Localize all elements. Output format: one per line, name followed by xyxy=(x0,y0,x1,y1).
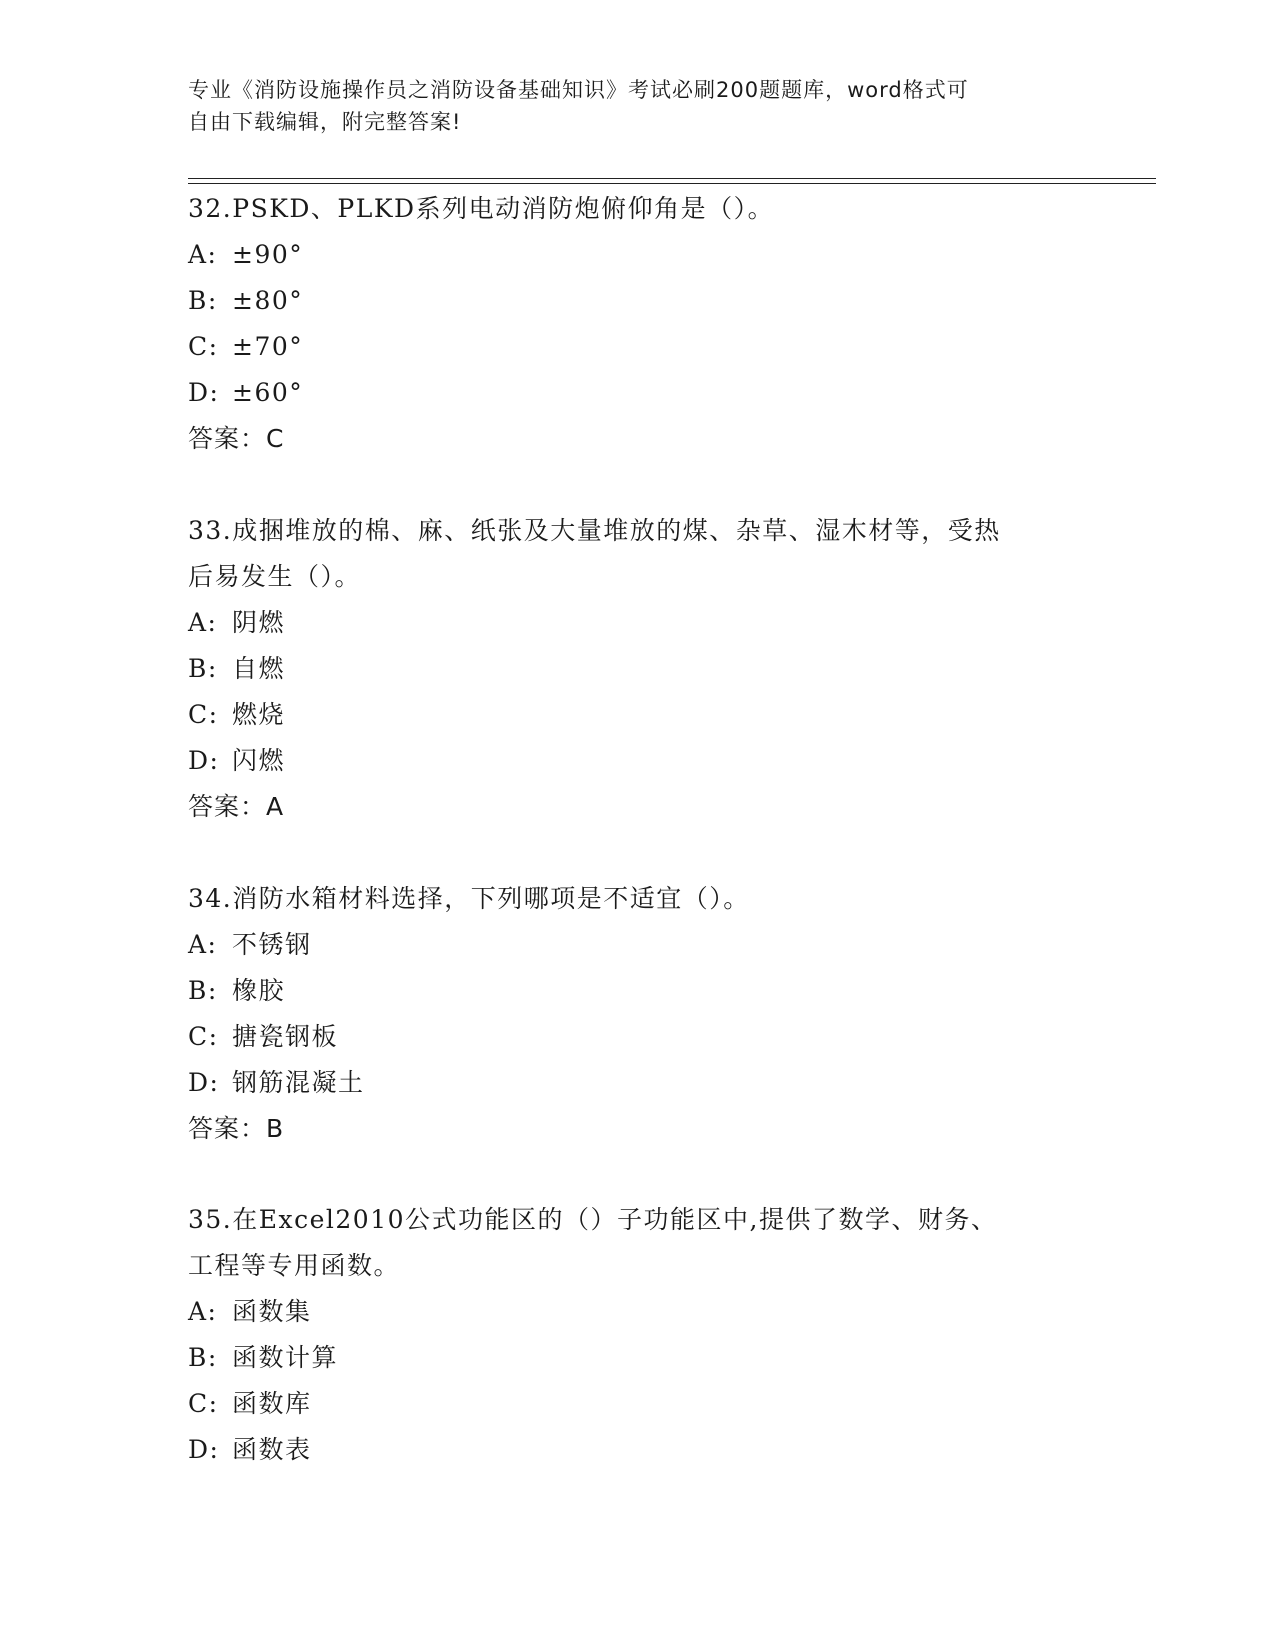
option-letter: B: xyxy=(188,976,218,1005)
question-block xyxy=(188,1197,1088,1473)
option-row xyxy=(188,370,1088,416)
option-text: 不锈钢 xyxy=(232,930,312,959)
option-row xyxy=(188,1381,1088,1427)
question-block xyxy=(188,186,1088,462)
answer-line: 答案：C xyxy=(188,424,285,453)
option-letter: C: xyxy=(188,700,219,729)
option-letter: A: xyxy=(188,1297,218,1326)
option-text: ±90° xyxy=(232,240,304,269)
option-text: 橡胶 xyxy=(232,976,286,1005)
question-block xyxy=(188,508,1088,830)
option-row xyxy=(188,600,1088,646)
option-row xyxy=(188,738,1088,784)
option-text: 钢筋混凝土 xyxy=(232,1068,365,1097)
option-row xyxy=(188,1335,1088,1381)
option-text: 函数计算 xyxy=(232,1343,339,1372)
option-text: 燃烧 xyxy=(232,700,286,729)
option-row xyxy=(188,968,1088,1014)
option-row xyxy=(188,232,1088,278)
option-letter: A: xyxy=(188,608,218,637)
option-row xyxy=(188,278,1088,324)
option-letter: D: xyxy=(188,1068,220,1097)
option-letter: D: xyxy=(188,746,220,775)
option-text: ±60° xyxy=(232,378,304,407)
option-text: 阴燃 xyxy=(232,608,286,637)
option-row xyxy=(188,1427,1088,1473)
header-divider xyxy=(188,183,1156,184)
option-letter: B: xyxy=(188,1343,218,1372)
option-letter: A: xyxy=(188,240,218,269)
question-stem: 32.PSKD、PLKD系列电动消防炮俯仰角是（）。 xyxy=(188,194,775,223)
option-row xyxy=(188,692,1088,738)
header-line: 专业《消防设施操作员之消防设备基础知识》考试必刷200题题库，word格式可 xyxy=(188,78,969,102)
option-letter: D: xyxy=(188,1435,220,1464)
question-stem: 33.成捆堆放的棉、麻、纸张及大量堆放的煤、杂草、湿木材等，受热 xyxy=(188,516,1001,545)
option-letter: C: xyxy=(188,1389,219,1418)
option-text: 函数库 xyxy=(232,1389,312,1418)
question-block xyxy=(188,876,1088,1152)
option-text: 函数集 xyxy=(232,1297,312,1326)
option-row xyxy=(188,922,1088,968)
option-text: 自燃 xyxy=(232,654,286,683)
question-stem: 后易发生（）。 xyxy=(188,562,362,591)
header-line: 自由下载编辑，附完整答案! xyxy=(188,110,462,134)
option-letter: C: xyxy=(188,332,219,361)
question-stem: 工程等专用函数。 xyxy=(188,1251,401,1280)
option-text: 闪燃 xyxy=(232,746,286,775)
answer-line: 答案：A xyxy=(188,792,285,821)
option-letter: C: xyxy=(188,1022,219,1051)
option-letter: A: xyxy=(188,930,218,959)
option-text: ±80° xyxy=(232,286,304,315)
document-header xyxy=(188,74,1088,138)
question-stem: 34.消防水箱材料选择，下列哪项是不适宜（）。 xyxy=(188,884,750,913)
header-divider xyxy=(188,178,1156,179)
option-text: ±70° xyxy=(232,332,304,361)
question-stem: 35.在Excel2010公式功能区的（）子功能区中,提供了数学、财务、 xyxy=(188,1205,998,1234)
option-row xyxy=(188,324,1088,370)
option-row xyxy=(188,1289,1088,1335)
answer-line: 答案：B xyxy=(188,1114,285,1143)
option-row xyxy=(188,646,1088,692)
option-text: 搪瓷钢板 xyxy=(232,1022,339,1051)
option-text: 函数表 xyxy=(232,1435,312,1464)
option-row xyxy=(188,1060,1088,1106)
option-letter: B: xyxy=(188,286,218,315)
option-letter: B: xyxy=(188,654,218,683)
option-letter: D: xyxy=(188,378,220,407)
option-row xyxy=(188,1014,1088,1060)
